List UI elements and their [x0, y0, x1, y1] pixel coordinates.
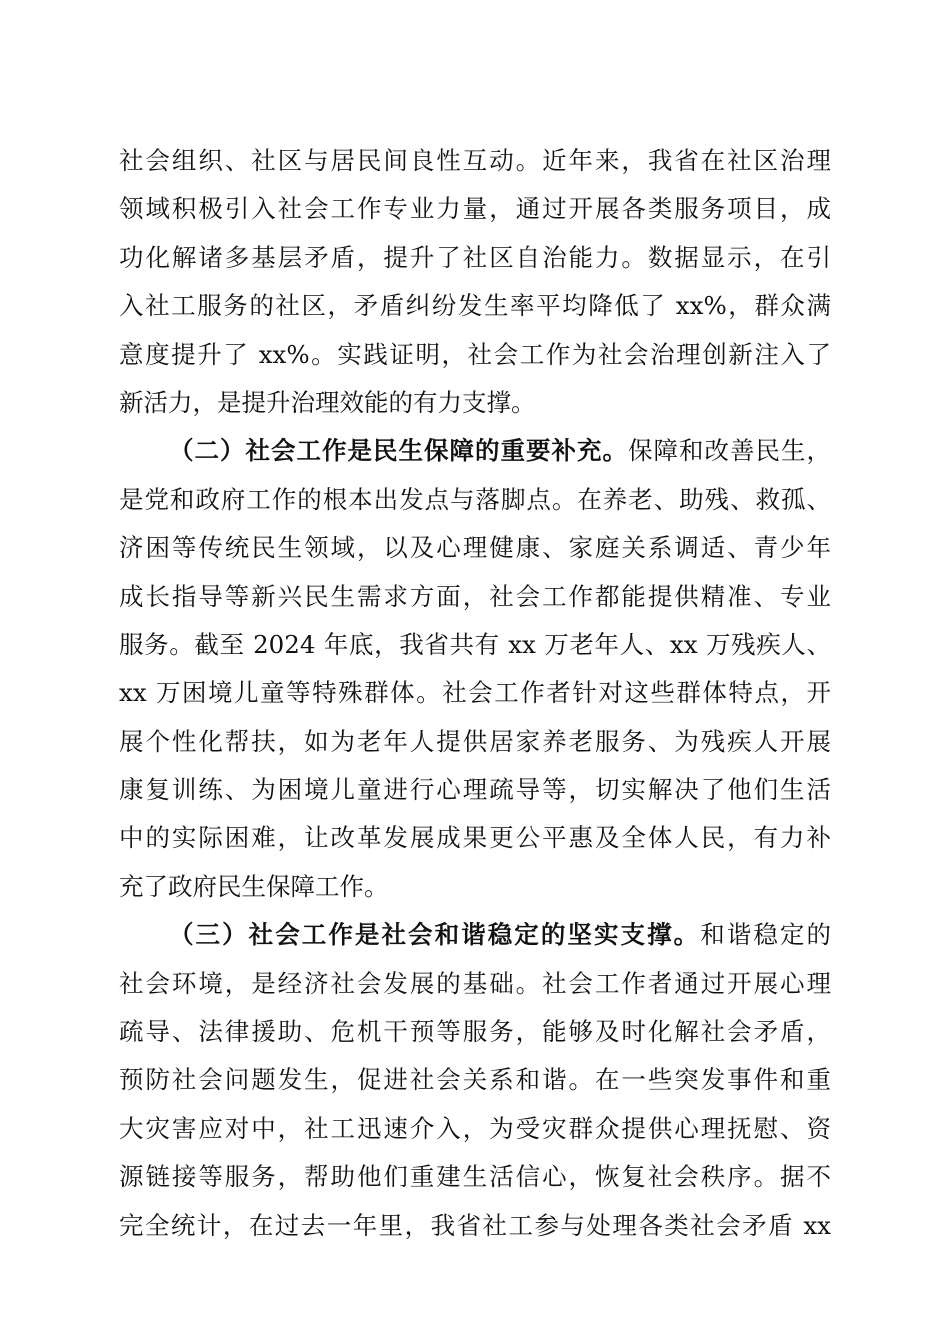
- text-line: 是党和政府工作的根本出发点与落脚点。在养老、助残、救孤、: [119, 484, 831, 514]
- text-line: 社会环境，是经济社会发展的基础。社会工作者通过开展心理: [119, 968, 831, 998]
- text-line: 源链接等服务，帮助他们重建生活信心，恢复社会秩序。据不: [119, 1162, 831, 1192]
- section-heading: （二）社会工作是民生保障的重要补充。: [169, 436, 628, 466]
- paragraph-first-line: [119, 911, 831, 959]
- text-line: 社会组织、社区与居民间良性互动。近年来，我省在社区治理: [119, 146, 831, 175]
- text-line: 意度提升了 xx%。实践证明，社会工作为社会治理创新注入了: [119, 339, 831, 369]
- text-line: 疏导、法律援助、危机干预等服务，能够及时化解社会矛盾，: [119, 1017, 831, 1047]
- text-span: 和谐稳定的: [700, 920, 831, 950]
- text-line: 大灾害应对中，社工迅速介入，为受灾群众提供心理抚慰、资: [119, 1113, 831, 1143]
- text-line: 成长指导等新兴民生需求方面，社会工作都能提供精准、专业: [119, 581, 831, 611]
- text-line: 完全统计，在过去一年里，我省社工参与处理各类社会矛盾 xx: [119, 1210, 831, 1240]
- paragraph-first-line: [119, 427, 831, 475]
- text-line: xx 万困境儿童等特殊群体。社会工作者针对这些群体特点，开: [119, 678, 831, 708]
- text-line: 济困等传统民生领域，以及心理健康、家庭关系调适、青少年: [119, 533, 831, 563]
- paragraph-livelihood-support: [119, 427, 831, 911]
- text-line: 预防社会问题发生，促进社会关系和谐。在一些突发事件和重: [119, 1065, 831, 1095]
- text-line: 充了政府民生保障工作。: [119, 871, 389, 901]
- text-line: 服务。截至 2024 年底，我省共有 xx 万老年人、xx 万残疾人、: [119, 629, 831, 659]
- paragraph-social-stability: [119, 911, 831, 1250]
- text-line: 康复训练、为困境儿童进行心理疏导等，切实解决了他们生活: [119, 775, 831, 805]
- text-line: 领域积极引入社会工作专业力量，通过开展各类服务项目，成: [119, 194, 831, 224]
- text-line: 新活力，是提升治理效能的有力支撑。: [119, 387, 536, 417]
- document-body: [119, 137, 831, 1250]
- text-line: 入社工服务的社区，矛盾纠纷发生率平均降低了 xx%，群众满: [119, 291, 831, 321]
- text-line: 展个性化帮扶，如为老年人提供居家养老服务、为残疾人开展: [119, 726, 831, 756]
- section-heading: （三）社会工作是社会和谐稳定的坚实支撑。: [169, 920, 701, 950]
- text-line: 中的实际困难，让改革发展成果更公平惠及全体人民，有力补: [119, 823, 831, 853]
- text-span: 保障和改善民生，: [628, 436, 831, 466]
- text-line: 功化解诸多基层矛盾，提升了社区自治能力。数据显示，在引: [119, 242, 831, 272]
- paragraph-social-governance: [119, 137, 831, 427]
